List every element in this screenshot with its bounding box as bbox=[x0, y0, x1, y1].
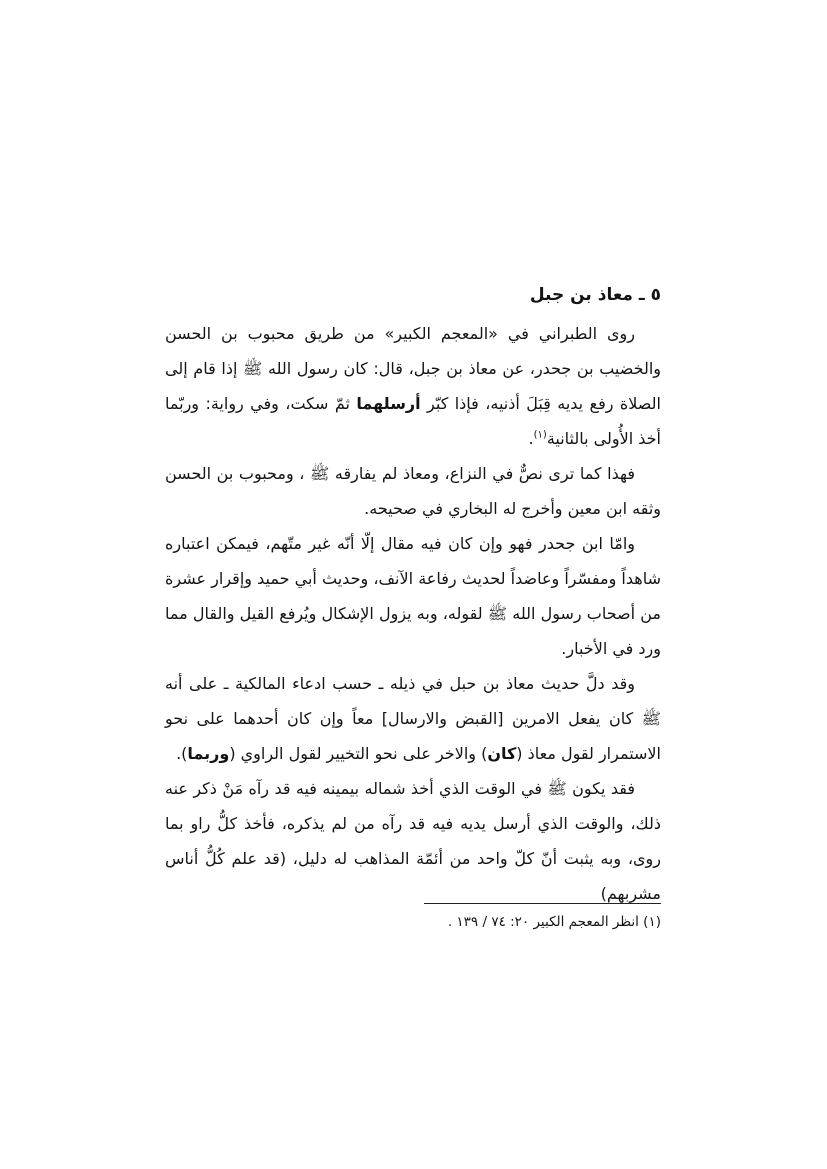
text-run: روى الطبراني في «المعجم الكبير» من طريق محبوب بن الحسن والخضيب بن جحدر، عن معاذ بن جبل، قال: كان رسول الله ﷺ إذا قام إلى الصلاة رفع يديه قِبَلَ أذنيه، فإذا كبّر bbox=[165, 324, 661, 413]
paragraph bbox=[165, 526, 661, 666]
paragraph bbox=[165, 316, 661, 456]
body-text bbox=[165, 278, 661, 911]
text-run: . bbox=[528, 429, 534, 448]
text-run: ). bbox=[176, 744, 188, 763]
text-run: ثمّ سكت، وفي رواية: وربّما أخذ الأُولى بالثانية bbox=[165, 394, 661, 448]
footnote-divider bbox=[424, 903, 661, 904]
footnote-area bbox=[165, 903, 661, 933]
paragraph bbox=[165, 666, 661, 771]
text-run: فقد يكون ﷺ في الوقت الذي أخذ شماله بيمينه فيه قد رآه مَنْ ذكر عنه ذلك، والوقت الذي أرسل يديه فيه قد رآه من لم يذكره، فأخذ كلُّ راو بما روى، وبه يثبت أنّ كلّ واحد من أئمّة المذاهب له دليل، (قد علم كُلُّ أناس مشربهم) bbox=[165, 779, 661, 903]
emphasized-text: كان bbox=[487, 744, 517, 763]
emphasized-text: وربما bbox=[187, 744, 230, 763]
section-heading: ٥ ـ معاذ بن جبل bbox=[529, 285, 661, 305]
emphasized-text: أرسلهما bbox=[356, 394, 421, 413]
text-run: فهذا كما ترى نصٌّ في النزاع، ومعاذ لم يفارقه ﷺ ، ومحبوب بن الحسن وثقه ابن معين وأخرج له البخاري في صحيحه. bbox=[165, 464, 661, 518]
footnote: (١) انظر المعجم الكبير ٢٠: ٧٤ / ١٣٩ . bbox=[447, 914, 661, 930]
footnote-marker: (١) bbox=[533, 429, 547, 441]
text-run: ) والاخر على نحو التخيير لقول الراوي ( bbox=[229, 744, 488, 763]
text-run: وامّا ابن جحدر فهو وإن كان فيه مقال إلّا أنّه غير متّهم، فيمكن اعتباره شاهداً ومفسّراً وعاضداً لحديث رفاعة الآنف، وحديث أبي حميد وإقرار عشرة من أصحاب رسول الله ﷺ لقوله، وبه يزول الإشكال ويُرفع القيل والقال مما ورد في الأخبار. bbox=[165, 534, 661, 658]
paragraph bbox=[165, 456, 661, 526]
paragraphs-container bbox=[165, 316, 661, 911]
text-run: وقد دلَّ حديث معاذ بن حبل في ذيله ـ حسب ادعاء المالكية ـ على أنه ﷺ كان يفعل الامرين [القبض والارسال] معاً وإن كان أحدهما على نحو الاستمرار لقول معاذ ( bbox=[165, 674, 661, 763]
paragraph bbox=[165, 771, 661, 911]
